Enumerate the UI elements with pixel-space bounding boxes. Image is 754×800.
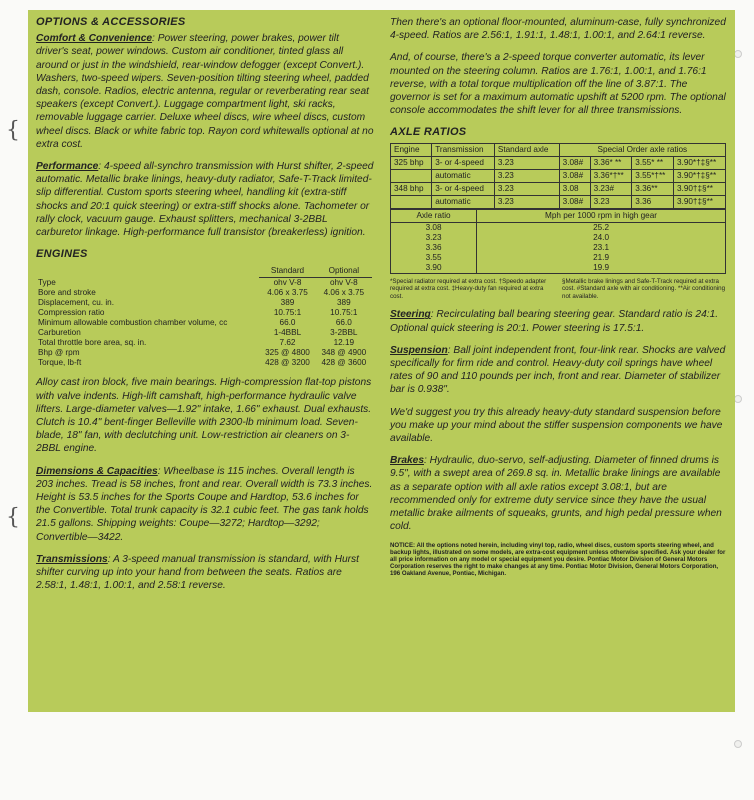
suspension-paragraph	[390, 344, 728, 397]
transmissions-label: Transmissions	[36, 553, 108, 565]
punch-hole	[734, 50, 742, 58]
table-row: 3.90 19.9	[391, 263, 726, 274]
left-column	[36, 16, 374, 602]
engines-table	[36, 265, 372, 368]
transmissions-text: : A 3-speed manual transmission is standard, with Hurst shifter curving up into your hand from between the seats. Ratios are 2.58:1, 1.48:1, 1.00:1, and 2.58:1 reverse.	[36, 553, 359, 592]
brakes-paragraph	[390, 454, 728, 533]
table-row: 325 bhp 3- or 4-speed 3.23 3.08# 3.36* ** 3.55* ** 3.90*†‡§**	[391, 156, 726, 169]
footnotes-right: §Metallic brake linings and Safe-T-Track required at extra cost. #Standard axle with air conditioning. **Air conditioning not available.	[562, 277, 726, 300]
table-row: Compression ratio 10.75:1 10.75:1	[38, 308, 358, 318]
binding-mark-lower: {	[6, 505, 20, 530]
table-row: Displacement, cu. in. 389 389	[38, 298, 351, 308]
mph-col-ratio: Axle ratio	[391, 209, 477, 222]
table-row: Bore and stroke 4.06 x 3.75 4.06 x 3.75	[38, 288, 365, 298]
table-row: Carburetion 1-4BBL 3-2BBL	[38, 328, 358, 338]
transmissions-paragraph	[36, 553, 374, 593]
suspension-text: : Ball joint independent front, four-link rear. Shocks are valved specifically for firm ride and control. Heavy-duty coil springs have wheel rates of 90 and 110 pounds per inch, front and rear. Diameter of stabilizer bar is 0.938".	[390, 344, 726, 396]
punch-hole	[734, 395, 742, 403]
dimensions-label: Dimensions & Capacities	[36, 465, 158, 477]
dimensions-text: : Wheelbase is 115 inches. Overall length is 203 inches. Tread is 58 inches, front and rear. Overall width is 73.3 inches. Height is 53.5 inches for the Sports Coupe and Hardtop, 53.6 inches for the Convertible. Total trunk capacity is 32.1 cubic feet. The gas tank holds 21.5 gallons. Shipping weights: Coupe—3272; Hardtop—3292; Convertible—3422.	[36, 465, 373, 543]
axle-col-special: Special Order axle ratios	[559, 143, 725, 156]
engine-col-standard: Standard	[259, 265, 315, 278]
binding-mark-upper: {	[6, 118, 20, 143]
suspension-label: Suspension	[390, 344, 448, 356]
table-row: Torque, lb-ft 428 @ 3200 428 @ 3600	[38, 358, 367, 368]
steering-label: Steering	[390, 309, 431, 321]
footnotes-left: *Special radiator required at extra cost. †Speedo adapter required at extra cost. ‡Heavy-duty fan required at extra cost.	[390, 277, 547, 300]
table-row: Type ohv V-8 ohv V-8	[38, 278, 358, 288]
table-row: 3.55 21.9	[391, 253, 726, 263]
comfort-text: : Power steering, power brakes, power tilt driver's seat, power windows. Custom air conditioner, tinted glass all around or just in the windshield, rear-window defogger (except Convert.). Washers, two-speed wipers. Seven-position tilting steering wheel, padded dash, console. Radios, electric antenna, regular or reverberating rear seat speakers (except Convert.). Luggage compartment light, ski racks, removable luggage carrier. Deluxe wheel discs, wire wheel discs, custom wheel discs. Black or white fabric top. Rayon cord whitewalls optional at no extra cost.	[36, 33, 374, 150]
table-row: 3.36 23.1	[391, 243, 726, 253]
brakes-label: Brakes	[390, 455, 424, 467]
steering-paragraph	[390, 308, 728, 334]
performance-paragraph	[36, 160, 374, 239]
table-row: automatic 3.23 3.08# 3.36*†** 3.55*†** 3.90*†‡§**	[391, 169, 726, 182]
four-speed-paragraph: Then there's an optional floor-mounted, aluminum-case, fully synchronized 4-speed. Ratios are 2.56:1, 1.91:1, 1.48:1, 1.00:1, and 2.64:1 reverse.	[390, 17, 726, 42]
performance-text: : 4-speed all-synchro transmission with Hurst shifter, 2-speed automatic. Metallic brake linings, heavy-duty radiator, Safe-T-Track limited-slip differential. Custom sports steering wheel, handling kit (extra-stiff shocks and 20:1 quick steering) or extra-stiff shocks alone. Tachometer or rally clock, vacuum gauge. Exhaust splitters, mechanical 3-2BBL carburetor linkage. High-performance full transistor (breakerless) ignition.	[36, 161, 374, 239]
suggest-paragraph: We'd suggest you try this already heavy-duty standard suspension before you make up your mind about the stiffer suspension components we have available.	[390, 406, 723, 445]
table-row: Total throttle bore area, sq. in. 7.62 12.19	[38, 338, 355, 348]
axle-heading: AXLE RATIOS	[390, 126, 467, 139]
comfort-paragraph	[36, 32, 374, 151]
table-row: 348 bhp 3- or 4-speed 3.23 3.08 3.23# 3.36** 3.90†‡§**	[391, 182, 726, 195]
options-heading: OPTIONS & ACCESSORIES	[36, 16, 186, 28]
engine-col-optional: Optional	[316, 265, 372, 278]
table-row: automatic 3.23 3.08# 3.23 3.36 3.90†‡§**	[391, 195, 726, 208]
steering-text: : Recirculating ball bearing steering gear. Standard ratio is 24:1. Optional quick steering is 20:1. Power steering is 17.5:1.	[390, 309, 719, 334]
notice-text: NOTICE: All the options noted herein, including vinyl top, radio, wheel discs, custom sports steering wheel, and backup lights, illustrated on some models, are extra-cost equipment unless otherwise specified. Ask your dealer for all price information on any model or special equipment you desire. Pontiac Motor Division of General Motors Corporation reserves the right to make changes at any time. Pontiac Motor Division, General Motors Corporation, 196 Oakland Avenue, Pontiac, Michigan.	[390, 542, 726, 578]
mph-col-speed: Mph per 1000 rpm in high gear	[477, 209, 726, 222]
axle-col-standard: Standard axle	[494, 143, 559, 156]
punch-hole	[734, 740, 742, 748]
engines-heading: ENGINES	[36, 248, 88, 261]
mph-table	[390, 209, 726, 274]
comfort-label: Comfort & Convenience	[36, 33, 153, 45]
performance-label: Performance	[36, 161, 99, 173]
axle-col-transmission: Transmission	[432, 143, 495, 156]
dimensions-paragraph	[36, 465, 374, 544]
axle-footnotes	[390, 278, 728, 301]
engine-col-spacer	[36, 265, 259, 278]
engine-paragraph: Alloy cast iron block, five main bearings. High-compression flat-top pistons with valve indents. High-lift camshaft, high-performance hydraulic valve lifters. Large-diameter valves—1.92" intake, 1.66" exhaust. Dual exhausts. Clutch is 10.4" bent-finger Belleville with 2300-lb minimum load. Seven-blade, 18" fan, with declutching unit. Low-restriction air cleaners on 3-2BBL engine.	[36, 377, 372, 455]
brakes-text: : Hydraulic, duo-servo, self-adjusting. Diameter of finned drums is 9.5", with a swept area of 269.8 sq. in. Metallic brake linings are available as a separate option with all axle ratios except 3.08:1, but are recommended only for extreme duty service since they have the usual metallic brake ailments of squeaks, grunts, and high pedal pressure when cold.	[390, 455, 722, 533]
spec-panel	[28, 10, 735, 712]
axle-col-engine: Engine	[391, 143, 432, 156]
table-row: 3.23 24.0	[391, 233, 726, 243]
table-row: Bhp @ rpm 325 @ 4800 348 @ 4900	[38, 348, 367, 358]
table-row: 3.08 25.2	[391, 222, 726, 233]
table-row: Minimum allowable combustion chamber volume, cc 66.0 66.0	[38, 318, 352, 328]
right-column	[390, 16, 728, 577]
axle-ratios-table	[390, 143, 726, 209]
automatic-paragraph: And, of course, there's a 2-speed torque converter automatic, its lever mounted on the steering column. Ratios are 1.76:1, 1.00:1, and 1.76:1 reverse, with a total torque multiplication off the line of 3.87:1. The governor is set for a maximum automatic upshift at 5200 rpm. The optional console accommodates the shift lever for all three transmissions.	[390, 52, 726, 117]
